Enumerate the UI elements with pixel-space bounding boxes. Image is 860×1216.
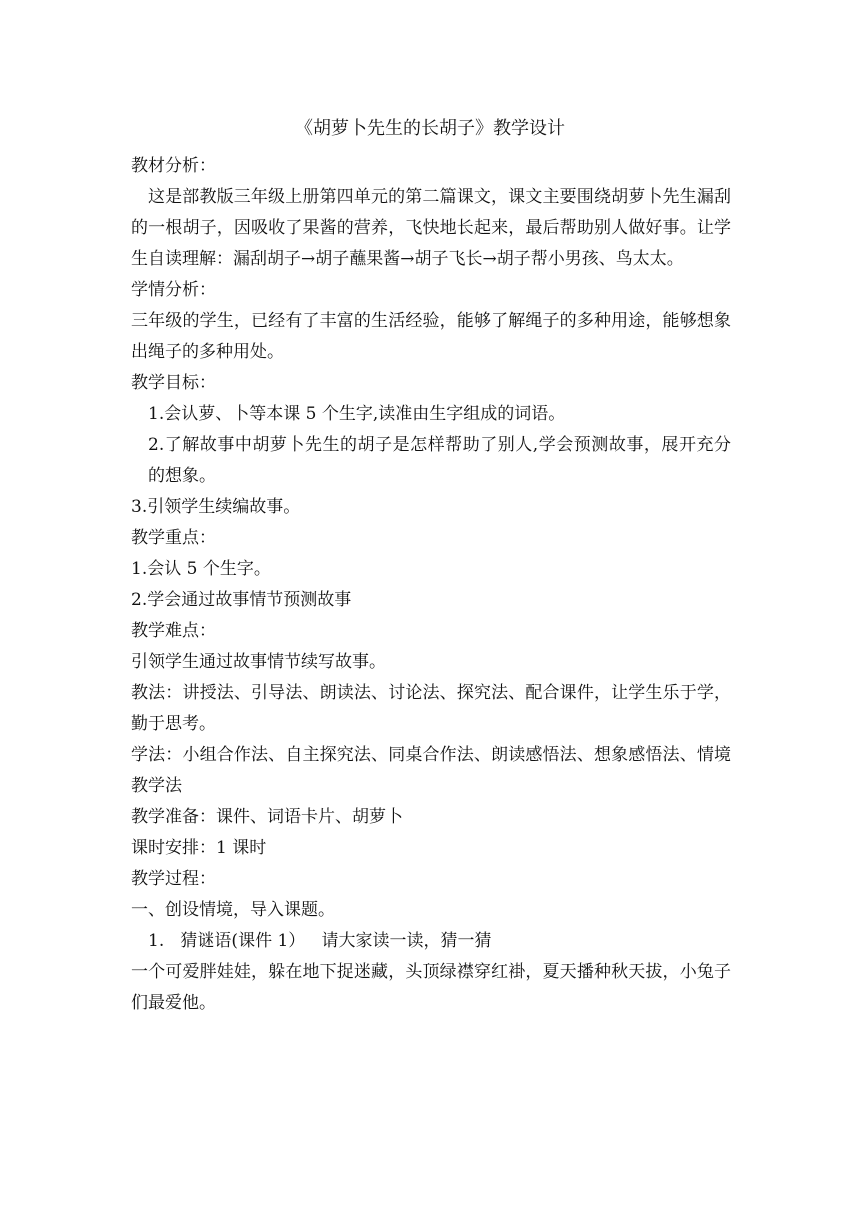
section-heading-difficulties: 教学难点： [131,621,216,641]
paragraph-line: 引领学生通过故事情节续写故事。 [131,652,386,672]
list-item-continuation: 的想象。 [148,466,216,486]
paragraph-line: 学法：小组合作法、自主探究法、同桌合作法、朗读感悟法、想象感悟法、情境 [131,745,731,765]
paragraph-line: 教法：讲授法、引导法、朗读法、讨论法、探究法、配合课件，让学生乐于学， [131,683,731,703]
document-body [131,151,731,1019]
paragraph-line: 生自读理解：漏刮胡子→胡子蘸果酱→胡子飞长→胡子帮小男孩、鸟太太。 [131,249,684,269]
document-title: 《胡萝卜先生的长胡子》教学设计 [295,118,565,139]
paragraph-line: 课时安排：1 课时 [131,838,267,858]
list-item: 3.引领学生续编故事。 [131,497,301,517]
paragraph-line: 三年级的学生，已经有了丰富的生活经验，能够了解绳子的多种用途，能够想象 [131,311,731,331]
paragraph-line: 出绳子的多种用处。 [131,342,284,362]
section-heading-key-points: 教学重点： [131,528,216,548]
paragraph-line: 这是部教版三年级上册第四单元的第二篇课文，课文主要围绕胡萝卜先生漏刮 [148,187,731,207]
list-item: 1. 猜谜语(课件 1） 请大家读一读，猜一猜 [148,931,492,951]
list-item: 2.学会通过故事情节预测故事 [131,590,352,610]
list-item: 1.会认萝、卜等本课 5 个生字,读准由生字组成的词语。 [148,404,566,424]
paragraph-line: 们最爱他。 [131,993,216,1013]
paragraph-line: 的一根胡子，因吸收了果酱的营养，飞快地长起来，最后帮助别人做好事。让学 [131,218,731,238]
subsection-heading: 一、创设情境，导入课题。 [131,900,335,920]
list-item: 2.了解故事中胡萝卜先生的胡子是怎样帮助了别人,学会预测故事，展开充分 [148,435,731,455]
section-heading-teaching-goals: 教学目标： [131,373,216,393]
paragraph-line: 教学法 [131,776,182,796]
section-heading-teaching-process: 教学过程： [131,869,216,889]
section-heading-student-analysis: 学情分析： [131,280,216,300]
paragraph-line: 勤于思考。 [131,714,216,734]
paragraph-line: 教学准备：课件、词语卡片、胡萝卜 [131,807,403,827]
section-heading-material-analysis: 教材分析： [131,156,216,176]
list-item: 1.会认 5 个生字。 [131,559,271,579]
paragraph-line: 一个可爱胖娃娃，躲在地下捉迷藏，头顶绿襟穿红褂，夏天播种秋天拔，小兔子 [131,962,731,982]
